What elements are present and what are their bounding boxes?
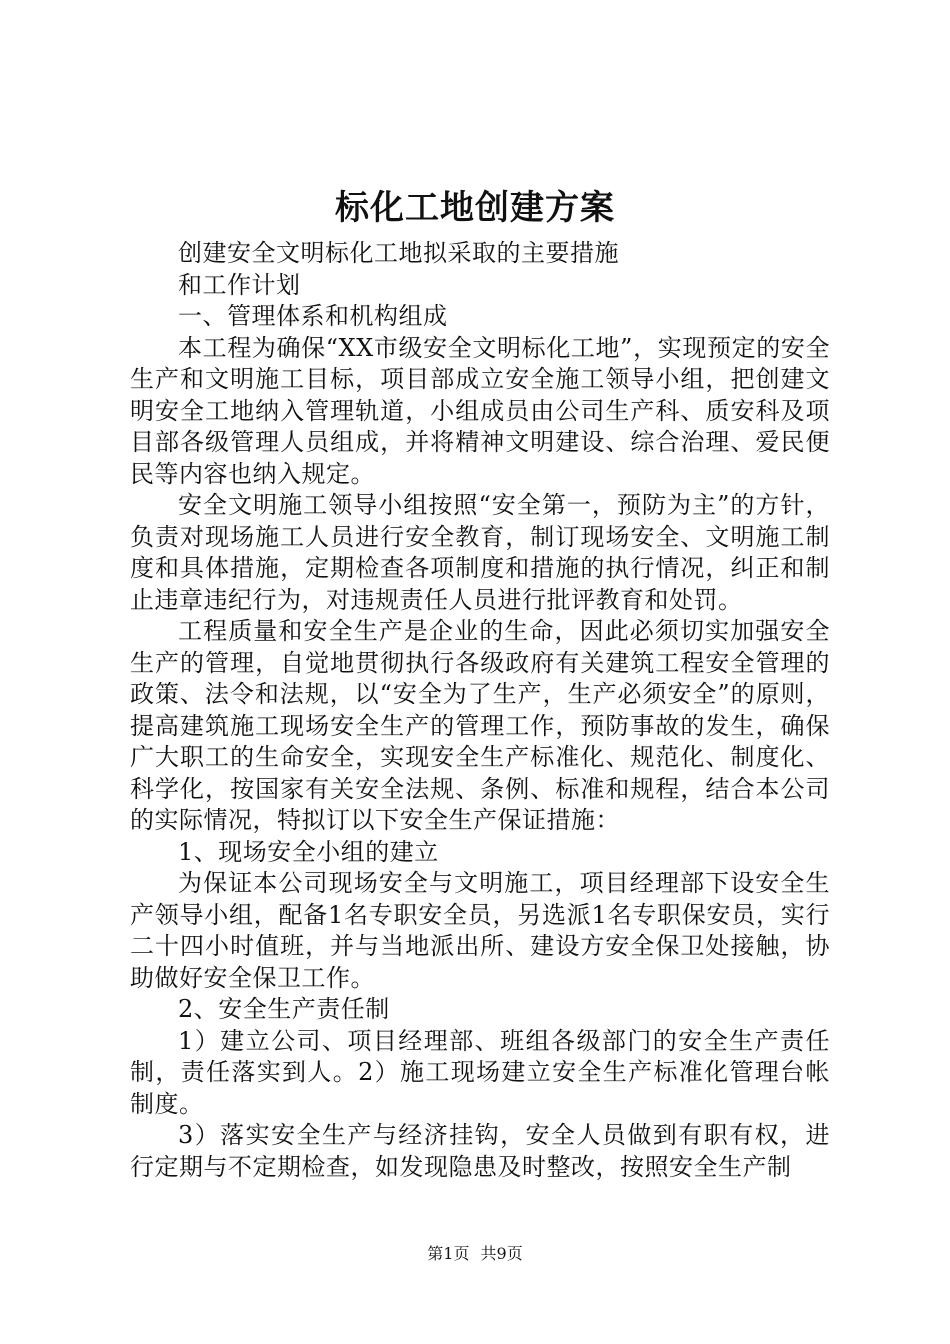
section-heading-management: 一、管理体系和机构组成 <box>178 302 448 330</box>
document-body <box>130 238 830 1183</box>
subtitle-line-1: 创建安全文明标化工地拟采取的主要措施 <box>178 239 619 267</box>
paragraph: 为保证本公司现场安全与文明施工，项目经理部下设安全生产领导小组，配备1名专职安全员，另选派1名专职保安员，实行二十四小时值班，并与当地派出所、建设方安全保卫处接触，协助做好安全保卫工作。 <box>130 869 830 992</box>
document-title: 标化工地创建方案 <box>335 188 615 228</box>
paragraph: 安全文明施工领导小组按照“安全第一，预防为主”的方针，负责对现场施工人员进行安全教育，制订现场安全、文明施工制度和具体措施，定期检查各项制度和措施的执行情况，纠正和制止违章违纪行为，对违规责任人员进行批评教育和处罚。 <box>130 491 830 614</box>
paragraph: 1）建立公司、项目经理部、班组各级部门的安全生产责任制，责任落实到人。2）施工现场建立安全生产标准化管理台帐制度。 <box>130 1026 830 1118</box>
page-footer <box>0 1242 950 1266</box>
page-total: 共9页 <box>480 1244 523 1263</box>
subtitle-line-2: 和工作计划 <box>178 270 301 299</box>
paragraph: 工程质量和安全生产是企业的生命，因此必须切实加强安全生产的管理，自觉地贯彻执行各级政府有关建筑工程安全管理的政策、法令和法规，以“安全为了生产，生产必须安全”的原则，提高建筑施工现场安全生产的管理工作，预防事故的发生，确保广大职工的生命安全，实现安全生产标准化、规范化、制度化、科学化，按国家有关安全法规、条例、标准和规程，结合本公司的实际情况，特拟订以下安全生产保证措施： <box>130 617 830 834</box>
paragraph: 本工程为确保“XX市级安全文明标化工地”，实现预定的安全生产和文明施工目标，项目部成立安全施工领导小组，把创建文明安全工地纳入管理轨道，小组成员由公司生产科、质安科及项目部各级管理人员组成，并将精神文明建设、综合治理、爱民便民等内容也纳入规定。 <box>130 333 830 488</box>
subheading-safety-group: 1、现场安全小组的建立 <box>178 837 439 866</box>
paragraph: 3）落实安全生产与经济挂钩，安全人员做到有职有权，进行定期与不定期检查，如发现隐患及时整改，按照安全生产制 <box>130 1121 830 1181</box>
subheading-responsibility: 2、安全生产责任制 <box>178 995 390 1023</box>
page-number: 第1页 <box>427 1244 470 1263</box>
